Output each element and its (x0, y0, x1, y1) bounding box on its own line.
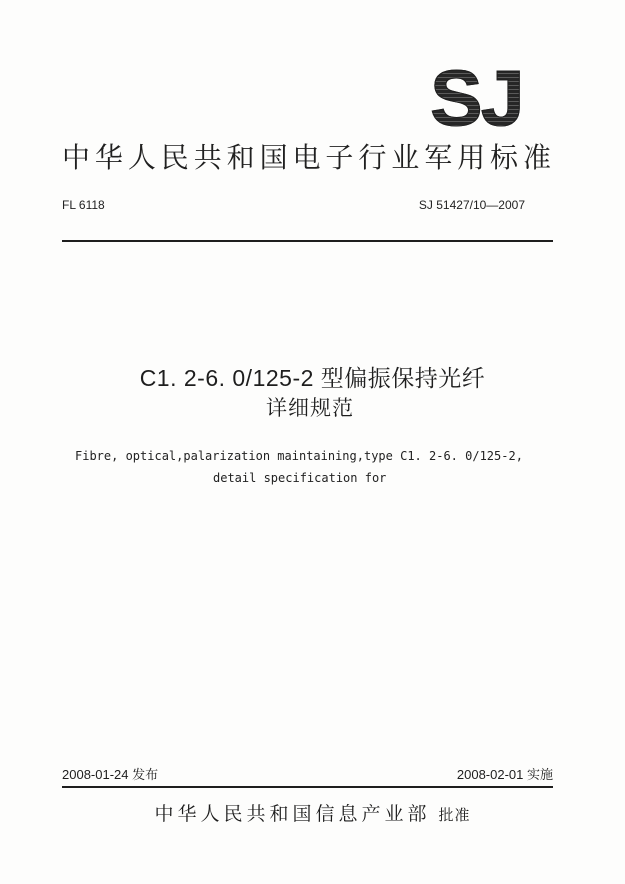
approval-line (0, 804, 625, 827)
standard-category-title: 中华人民共和国电子行业军用标准 (62, 141, 553, 174)
sj-logo: SJ (430, 53, 523, 142)
standard-number: SJ 51427/10—2007 (418, 198, 525, 212)
footer-divider (62, 786, 553, 788)
document-title-en-line2: detail specification for (213, 471, 387, 485)
document-title-cn-line1: C1. 2-6. 0/125-2 型偏振保持光纤 (139, 365, 486, 391)
document-title-cn-line2: 详细规范 (266, 397, 354, 420)
approving-authority: 中华人民共和国信息产业部 (154, 804, 431, 825)
classification-code: FL 6118 (62, 198, 105, 212)
implementation-date: 2008-02-01 实施 (456, 767, 553, 782)
issue-date: 2008-01-24 发布 (62, 767, 159, 782)
document-title-en-line1: Fibre, optical,palarization maintaining,type C1. 2-6. 0/125-2, (75, 449, 523, 463)
header-divider (62, 240, 553, 242)
approval-label: 批准 (438, 807, 471, 824)
